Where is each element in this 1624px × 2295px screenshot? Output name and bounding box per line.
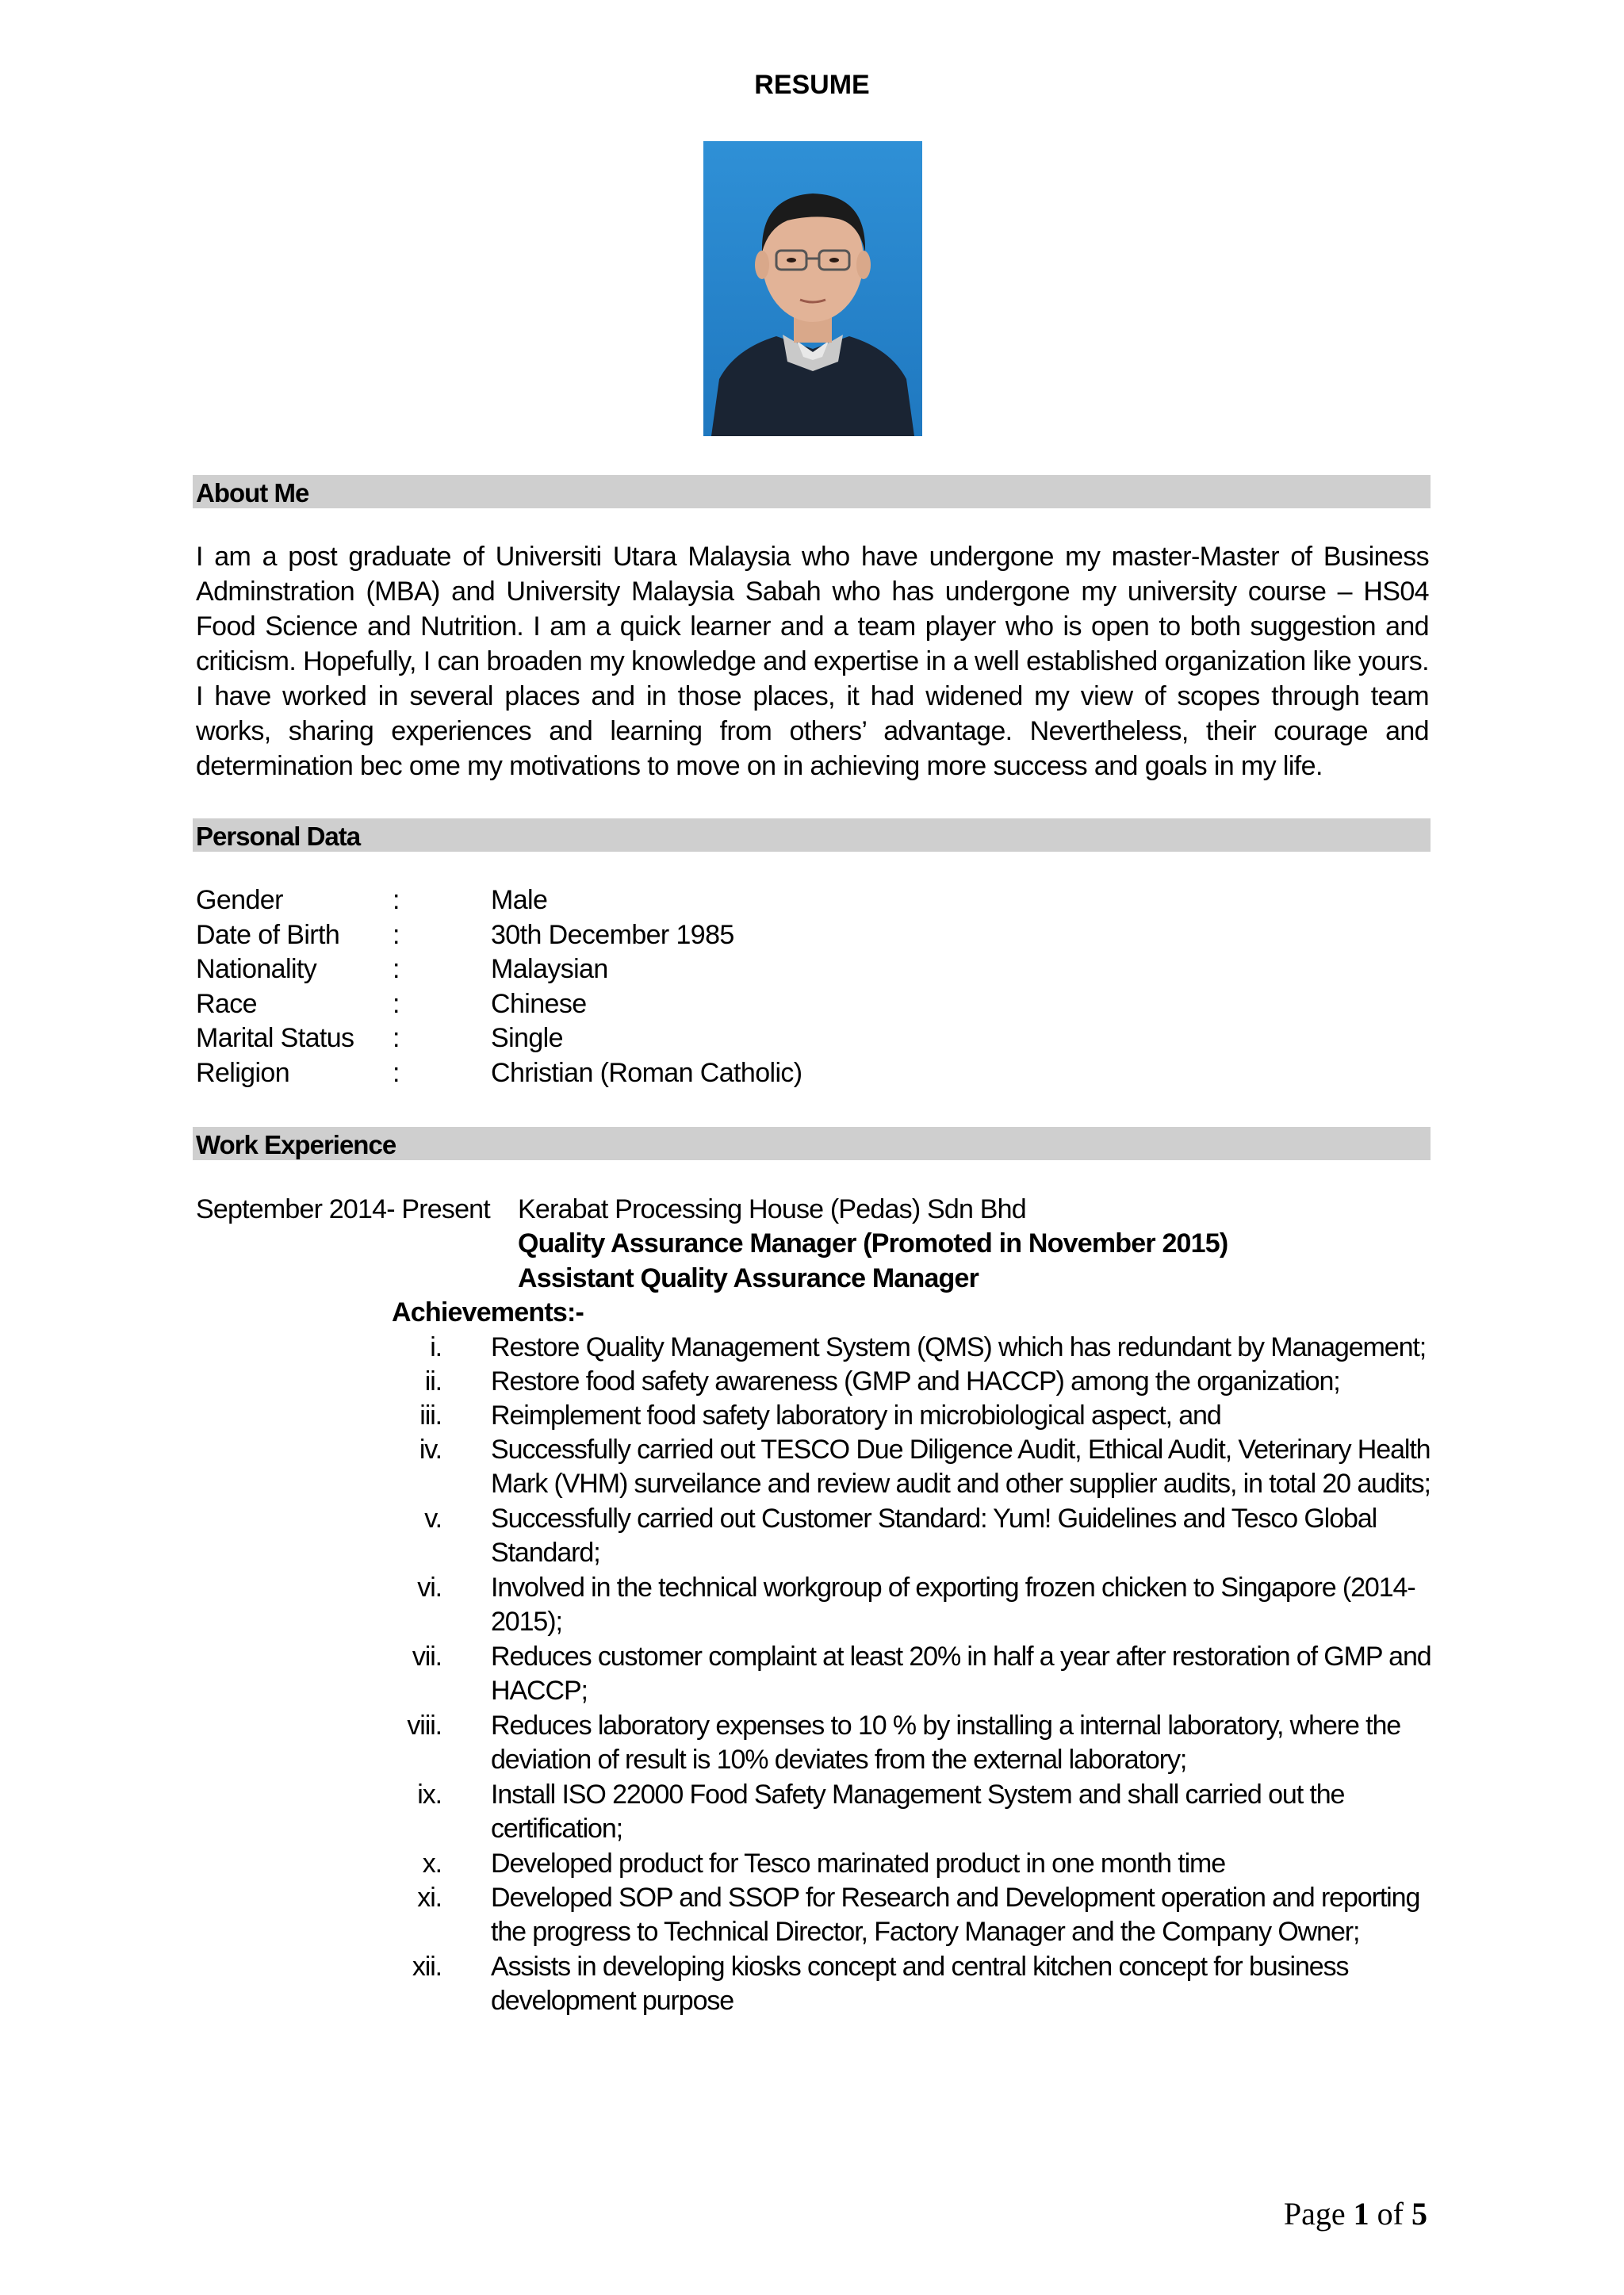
person-portrait-icon (703, 141, 922, 436)
personal-row-nationality (196, 954, 1385, 989)
personal-row-dob (196, 920, 1385, 955)
page-number (1284, 2195, 1427, 2232)
field-value: Single (491, 1023, 563, 1053)
field-label: Nationality (196, 954, 317, 984)
achievement-text: Reduces customer complaint at least 20% in half a year after restoration of GMP and HACCP; (491, 1642, 1431, 1706)
work-role-current: Quality Assurance Manager (Promoted in November 2015) (518, 1228, 1228, 1259)
achievement-number: ii. (424, 1366, 442, 1397)
achievement-text: Restore Quality Management System (QMS) which has redundant by Management; (491, 1332, 1427, 1362)
achievement-number: xii. (412, 1952, 442, 1982)
work-heading: Work Experience (196, 1130, 396, 1159)
field-label: Race (196, 989, 257, 1019)
profile-photo (703, 141, 922, 436)
personal-row-religion (196, 1058, 1385, 1093)
achievement-text: Assists in developing kiosks concept and central kitchen concept for business development purpose (491, 1952, 1349, 2016)
page-title: RESUME (754, 70, 870, 100)
achievement-number: iv. (419, 1435, 442, 1465)
personal-heading: Personal Data (196, 822, 361, 851)
about-paragraph: I am a post graduate of Universiti Utara Malaysia who have undergone my master-Master of Business Adminstration (MBA) and University Malaysia Sabah who has undergone my university course – HS04 Food Science and Nutrition. I am a quick learner and a team player who is open to both suggestion and criticism. Hopefully, I can broaden my knowledge and expertise in a well established organization like yours. I have worked in several places and in those places, it had widened my view of scopes through team works, sharing experiences and learning from others’ advantage. Nevertheless, their courage and determination bec ome my motivations to move on in achieving more success and goals in my life. (196, 542, 1429, 781)
achievement-text: Reimplement food safety laboratory in microbiological aspect, and (491, 1400, 1221, 1431)
achievement-number: vii. (412, 1642, 442, 1672)
work-role-previous: Assistant Quality Assurance Manager (518, 1263, 979, 1293)
achievement-text: Successfully carried out Customer Standard: Yum! Guidelines and Tesco Global Standard; (491, 1504, 1377, 1568)
page-total: 5 (1411, 2196, 1427, 2232)
field-value: 30th December 1985 (491, 920, 734, 950)
page-middle: of (1369, 2196, 1411, 2232)
field-value: Christian (Roman Catholic) (491, 1058, 802, 1088)
field-separator: : (393, 885, 400, 915)
achievement-number: x. (422, 1849, 442, 1879)
achievement-number: i. (430, 1332, 442, 1362)
work-period: September 2014- Present (196, 1194, 490, 1224)
achievement-number: viii. (407, 1711, 442, 1741)
field-label: Gender (196, 885, 283, 915)
personal-section-header (193, 818, 1431, 852)
page-prefix: Page (1283, 2196, 1354, 2232)
personal-row-marital-status (196, 1023, 1385, 1058)
achievements-label: Achievements:- (392, 1297, 584, 1328)
work-section-header (193, 1127, 1431, 1160)
achievement-number: vi. (417, 1573, 442, 1603)
work-company: Kerabat Processing House (Pedas) Sdn Bhd (518, 1194, 1026, 1224)
field-separator: : (393, 954, 400, 984)
page-current: 1 (1353, 2196, 1369, 2232)
field-value: Chinese (491, 989, 587, 1019)
field-separator: : (393, 989, 400, 1019)
achievement-text: Involved in the technical workgroup of exporting frozen chicken to Singapore (2014-2015); (491, 1573, 1415, 1637)
achievement-number: ix. (417, 1780, 442, 1810)
field-separator: : (393, 1058, 400, 1088)
achievement-number: xi. (417, 1883, 442, 1913)
about-heading: About Me (196, 478, 309, 508)
achievement-text: Install ISO 22000 Food Safety Management System and shall carried out the certification; (491, 1780, 1345, 1844)
field-label: Marital Status (196, 1023, 354, 1053)
field-separator: : (393, 1023, 400, 1053)
achievement-text: Reduces laboratory expenses to 10 % by installing a internal laboratory, where the deviation of result is 10% deviates from the external laboratory; (491, 1711, 1401, 1775)
field-value: Malaysian (491, 954, 608, 984)
field-separator: : (393, 920, 400, 950)
achievement-text: Developed product for Tesco marinated product in one month time (491, 1849, 1226, 1879)
personal-row-gender (196, 885, 1385, 920)
achievement-text: Restore food safety awareness (GMP and HACCP) among the organization; (491, 1366, 1340, 1397)
about-section-header (193, 475, 1431, 508)
personal-row-race (196, 989, 1385, 1024)
field-label: Date of Birth (196, 920, 340, 950)
achievement-number: iii. (419, 1400, 442, 1431)
achievement-text: Developed SOP and SSOP for Research and Development operation and reporting the progress to Technical Director, Factory Manager and the Company Owner; (491, 1883, 1420, 1947)
field-value: Male (491, 885, 548, 915)
achievement-text: Successfully carried out TESCO Due Diligence Audit, Ethical Audit, Veterinary Health Mark (VHM) surveilance and review audit and other supplier audits, in total 20 audits; (491, 1435, 1431, 1499)
field-label: Religion (196, 1058, 290, 1088)
achievement-number: v. (424, 1504, 442, 1534)
